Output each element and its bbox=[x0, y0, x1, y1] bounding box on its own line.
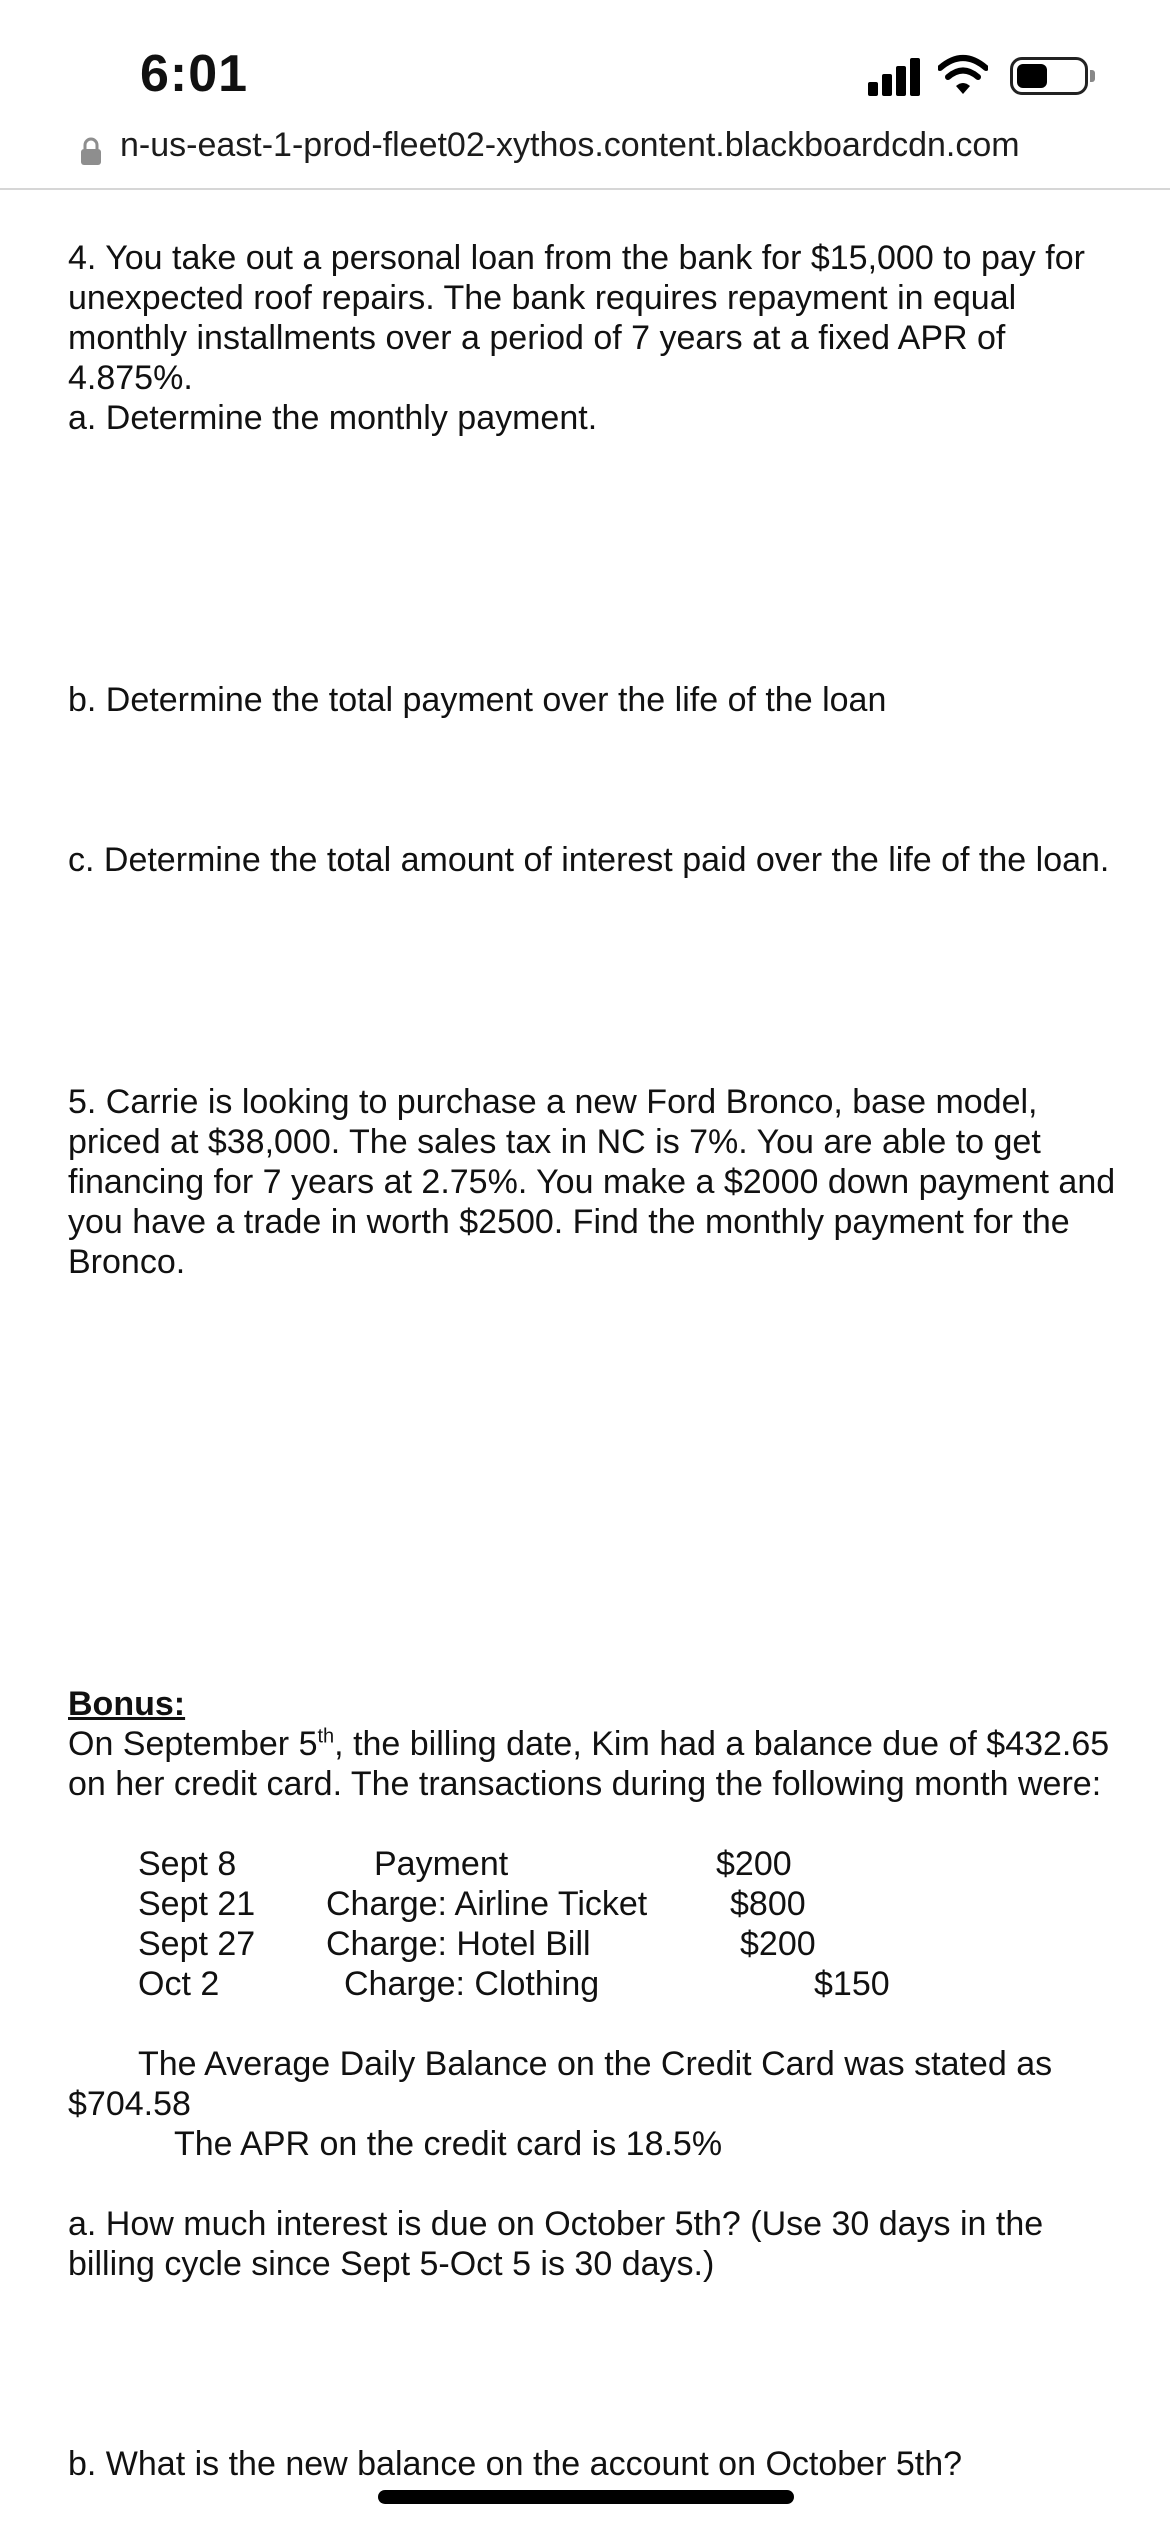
transaction-row bbox=[68, 1964, 968, 2004]
transaction-row bbox=[68, 1844, 968, 1884]
transactions-list bbox=[68, 1844, 1118, 2004]
transaction-amount: $150 bbox=[814, 1965, 890, 2003]
transaction-row bbox=[68, 1924, 968, 1964]
bonus-title: Bonus: bbox=[68, 1685, 186, 1723]
apr-statement bbox=[68, 2124, 1118, 2164]
q4-part-a: a. Determine the monthly payment. bbox=[68, 399, 598, 437]
transaction-date: Sept 8 bbox=[138, 1845, 237, 1883]
bonus-intro-start: On September 5 bbox=[68, 1725, 318, 1763]
transaction-description: Charge: Clothing bbox=[344, 1965, 600, 2003]
q4-part-b-text: b. Determine the total payment over the life of the loan bbox=[68, 681, 887, 719]
lock-icon bbox=[80, 136, 102, 166]
q4-part-c bbox=[68, 840, 1118, 880]
bonus-intro-sup: th bbox=[317, 1725, 335, 1748]
bonus-part-b-text: b. What is the new balance on the account on October 5th? bbox=[68, 2445, 963, 2483]
url-text[interactable]: n-us-east-1-prod-fleet02-xythos.content.blackboardcdn.com bbox=[120, 126, 1020, 164]
transaction-description: Charge: Airline Ticket bbox=[326, 1885, 648, 1923]
bonus-part-a bbox=[68, 2204, 1118, 2284]
transaction-date: Sept 21 bbox=[138, 1885, 256, 1923]
average-daily-balance bbox=[68, 2044, 1118, 2124]
adb-text: The Average Daily Balance on the Credit Card was stated as $704.58 bbox=[68, 2045, 1053, 2123]
transaction-amount: $200 bbox=[716, 1845, 792, 1883]
status-time: 6:01 bbox=[140, 45, 249, 103]
q4-part-b bbox=[68, 680, 1118, 720]
q4-part-c-text: c. Determine the total amount of interest paid over the life of the loan. bbox=[68, 841, 1110, 879]
transaction-amount: $200 bbox=[740, 1925, 816, 1963]
bonus-part-b bbox=[68, 2444, 1118, 2484]
bonus-intro bbox=[68, 1724, 1118, 1804]
transaction-date: Sept 27 bbox=[138, 1925, 256, 1963]
bonus-part-a-text: a. How much interest is due on October 5th? (Use 30 days in the billing cycle since Sept 5-Oct 5 is 30 days.) bbox=[68, 2205, 1044, 2283]
transaction-amount: $800 bbox=[730, 1885, 806, 1923]
question-4 bbox=[68, 238, 1118, 438]
browser-url-bar[interactable] bbox=[0, 118, 1170, 190]
wifi-icon bbox=[938, 54, 988, 96]
transaction-description: Charge: Hotel Bill bbox=[326, 1925, 591, 1963]
cellular-signal-icon bbox=[868, 56, 924, 96]
bonus-intro-rest: , the billing date, Kim had a balance due of $432.65 on her credit card. The transactions during the following month were: bbox=[68, 1725, 1110, 1803]
transaction-description: Payment bbox=[374, 1845, 509, 1883]
home-indicator[interactable] bbox=[378, 2490, 794, 2504]
apr-text: The APR on the credit card is 18.5% bbox=[174, 2125, 723, 2163]
transaction-date: Oct 2 bbox=[138, 1965, 220, 2003]
bonus-section bbox=[68, 1684, 1118, 1804]
q4-prompt: 4. You take out a personal loan from the bank for $15,000 to pay for unexpected roof repairs. The bank requires repayment in equal monthly installments over a period of 7 years at a fixed APR of 4.875%. bbox=[68, 239, 1085, 397]
transaction-row bbox=[68, 1884, 968, 1924]
question-5 bbox=[68, 1082, 1118, 1282]
q5-prompt: 5. Carrie is looking to purchase a new Ford Bronco, base model, priced at $38,000. The sales tax in NC is 7%. You are able to get financing for 7 years at 2.75%. You make a $2000 down payment and you have a trade in worth $2500. Find the monthly payment for the Bronco. bbox=[68, 1083, 1116, 1281]
battery-icon bbox=[1010, 57, 1088, 95]
